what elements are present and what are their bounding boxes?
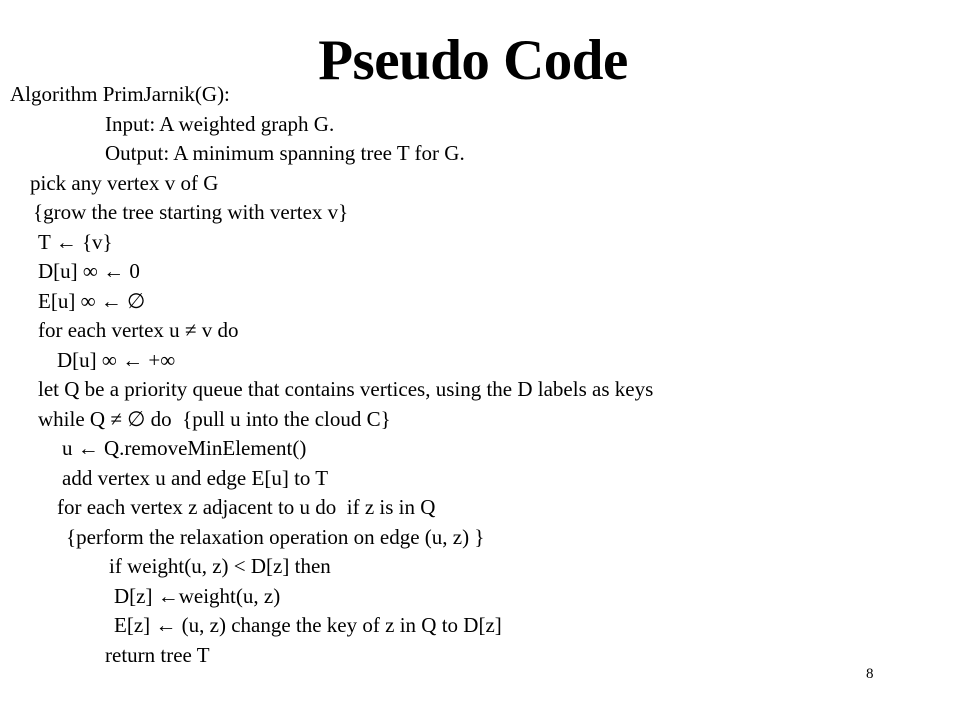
code-line-comment-grow-tree: {grow the tree starting with vertex v} xyxy=(33,200,349,224)
code-line-for-each-adjacent: for each vertex z adjacent to u do if z is in Q xyxy=(57,495,436,519)
code-line-remove-min: u ← Q.removeMinElement() xyxy=(62,436,307,460)
code-line-init-d: D[u] ∞ ← 0 xyxy=(38,259,140,283)
code-line-add-vertex: add vertex u and edge E[u] to T xyxy=(62,465,329,490)
code-line-init-tree: T ← {v} xyxy=(38,229,113,254)
slide-title: Pseudo Code xyxy=(318,29,628,92)
pseudo-code-block xyxy=(0,80,900,670)
code-line-init-e: E[u] ∞ ← ∅ xyxy=(38,288,146,313)
code-line-pick-vertex: pick any vertex v of G xyxy=(30,170,219,195)
code-line-comment-relaxation: {perform the relaxation operation on edge (u, z) } xyxy=(66,524,485,549)
code-line-algorithm-header: Algorithm PrimJarnik(G): xyxy=(10,82,230,106)
code-line-output: Output: A minimum spanning tree T for G. xyxy=(105,141,465,165)
code-line-set-infinity: D[u] ∞ ← +∞ xyxy=(57,347,176,372)
code-line-update-e: E[z] ← (u, z) change the key of z in Q to D[z] xyxy=(114,613,502,637)
code-line-for-each-vertex: for each vertex u ≠ v do xyxy=(38,318,239,342)
code-line-update-d: D[z] ←weight(u, z) xyxy=(114,583,281,608)
code-line-priority-queue: let Q be a priority queue that contains vertices, using the D labels as keys xyxy=(38,377,654,401)
code-line-return: return tree T xyxy=(105,642,210,667)
page-number: 8 xyxy=(866,666,874,682)
code-line-input: Input: A weighted graph G. xyxy=(105,111,335,136)
code-line-if-weight: if weight(u, z) < D[z] then xyxy=(109,554,331,578)
code-line-while-loop: while Q ≠ ∅ do {pull u into the cloud C} xyxy=(38,406,391,431)
